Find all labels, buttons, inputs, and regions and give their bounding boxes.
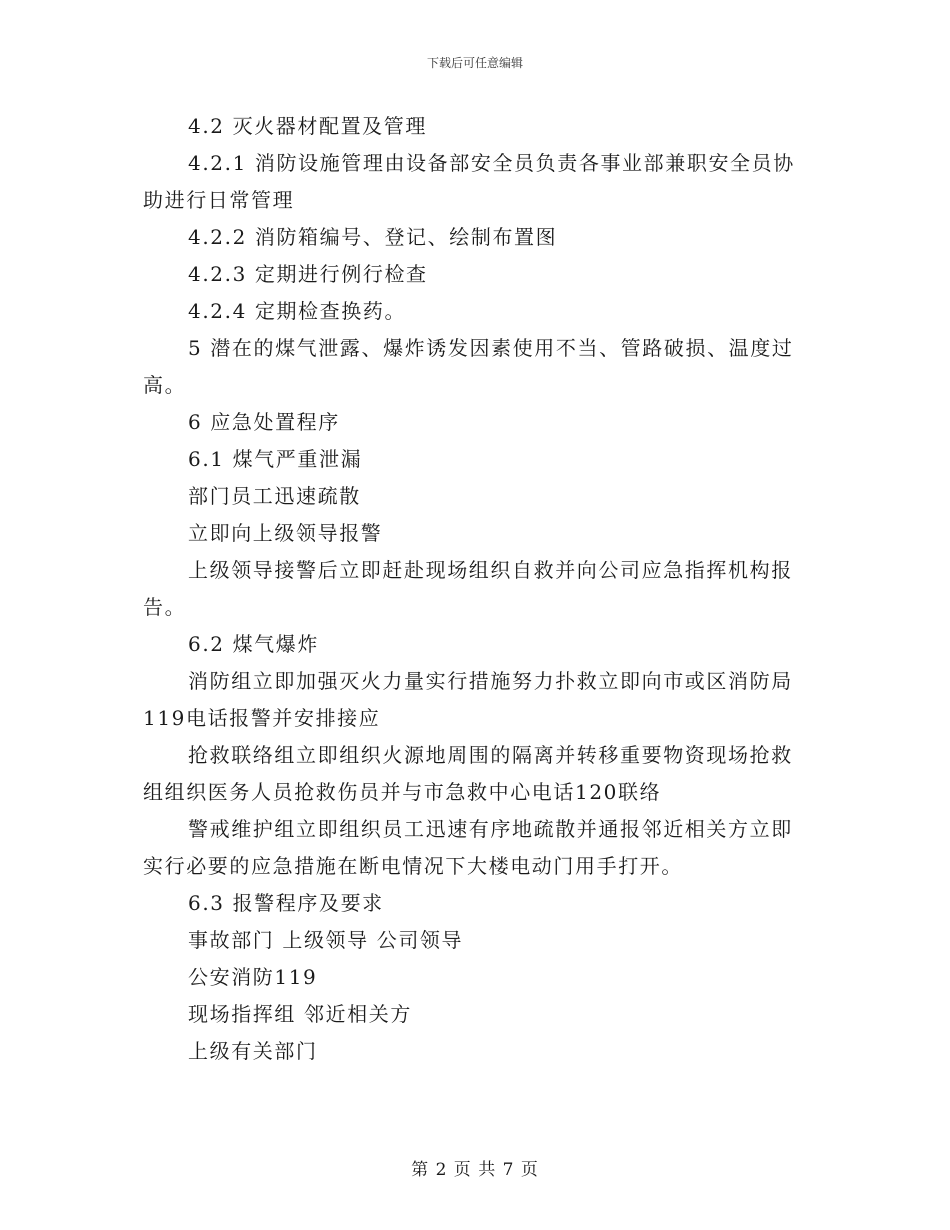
paragraph-security-team: 警戒维护组立即组织员工迅速有序地疏散并通报邻近相关方立即实行必要的应急措施在断电情况下大楼电动门用手打开。 xyxy=(143,817,793,878)
alarm-chain-line-4: 上级有关部门 xyxy=(188,1039,318,1063)
paragraph-leader-response: 上级领导接警后立即赶赴现场组织自救并向公司应急指挥机构报告。 xyxy=(143,558,793,619)
paragraph-rescue-team: 抢救联络组立即组织火源地周围的隔离并转移重要物资现场抢救组组织医务人员抢救伤员并与市急救中心电话120联络 xyxy=(143,743,793,804)
alarm-chain-line-3: 现场指挥组 邻近相关方 xyxy=(188,1002,412,1026)
page-header-note: 下载后可任意编辑 xyxy=(426,56,523,70)
page-number-footer: 第 2 页 共 7 页 xyxy=(411,1160,539,1180)
section-heading-4-2: 4.2 灭火器材配置及管理 xyxy=(188,114,427,138)
alarm-chain-line-1: 事故部门 上级领导 公司领导 xyxy=(188,928,464,952)
document-body xyxy=(143,108,798,1070)
paragraph-4-2-4: 4.2.4 定期检查换药。 xyxy=(188,299,407,323)
paragraph-4-2-2: 4.2.2 消防箱编号、登记、绘制布置图 xyxy=(188,225,558,249)
section-heading-6: 6 应急处置程序 xyxy=(188,410,340,434)
paragraph-evacuate: 部门员工迅速疏散 xyxy=(188,484,361,508)
paragraph-4-2-1: 4.2.1 消防设施管理由设备部安全员负责各事业部兼职安全员协助进行日常管理 xyxy=(143,151,795,212)
paragraph-fire-team: 消防组立即加强灭火力量实行措施努力扑救立即向市或区消防局119电话报警并安排接应 xyxy=(143,669,793,730)
alarm-chain-line-2: 公安消防119 xyxy=(188,965,318,989)
paragraph-4-2-3: 4.2.3 定期进行例行检查 xyxy=(188,262,428,286)
paragraph-5-hazards: 5 潜在的煤气泄露、爆炸诱发因素使用不当、管路破损、温度过高。 xyxy=(143,336,794,397)
section-heading-6-1: 6.1 煤气严重泄漏 xyxy=(188,447,363,471)
section-heading-6-3: 6.3 报警程序及要求 xyxy=(188,891,384,915)
section-heading-6-2: 6.2 煤气爆炸 xyxy=(188,632,319,656)
paragraph-report-alarm: 立即向上级领导报警 xyxy=(188,521,383,545)
